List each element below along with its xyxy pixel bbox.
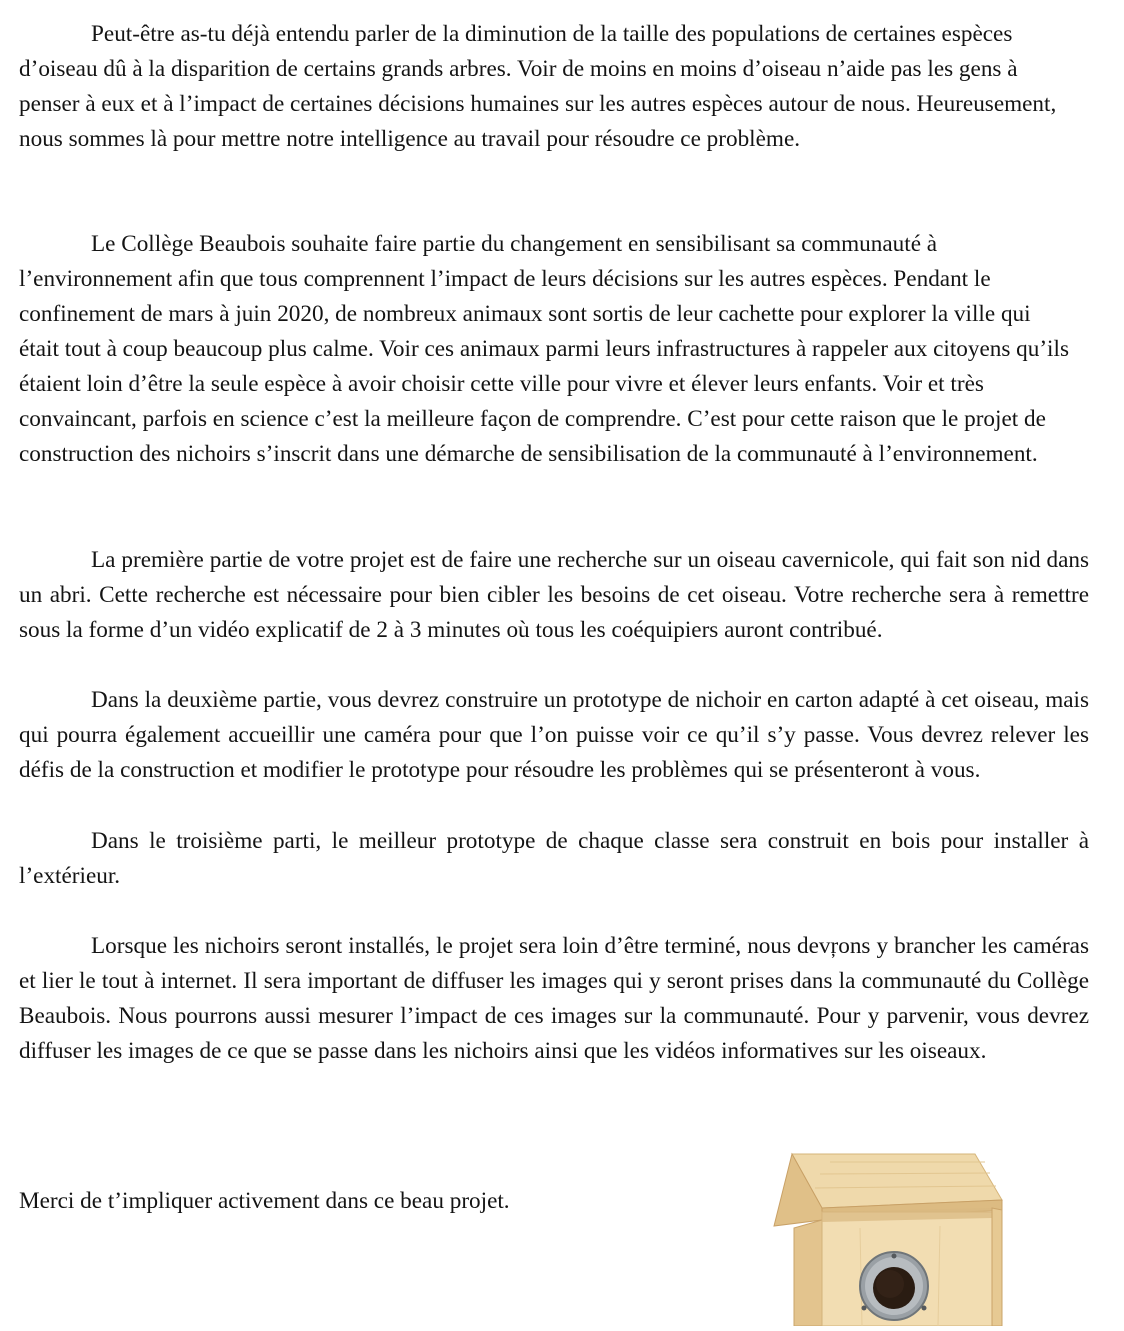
paragraph-college-text: Le Collège Beaubois souhaite faire partie du changement en sensibilisant sa communauté à l’environnement afin que tous comprennent l’impact de leurs décisions sur les autres espèces. Pendant le confinement de mars à juin 2020, de nombreux animaux sont sortis de leur cachette pour explorer la ville qui était tout à coup beaucoup plus calme. Voir ces animaux parmi leurs infrastructures à rappeler aux citoyens qu’ils étaient loin d’être la seule espèce à avoir choisir cette ville pour vivre et élever leurs enfants. Voir et très convaincant, parfois en science c’est la meilleure façon de comprendre. C’est pour cette raison que le projet de construction des nichoirs s’inscrit dans une démarche de sensibilisation de la communauté à l’environnement. — [19, 231, 1069, 467]
paragraph-part-three-text: Dans le troisième parti, le meilleur prototype de chaque classe sera construit en bois pour installer à l’extérieur. — [19, 828, 1089, 889]
paragraph-college — [19, 227, 1071, 472]
birdhouse-icon — [770, 1148, 1010, 1326]
paragraph-installation-text: Lorsque les nichoirs seront installés, le projet sera loin d’être terminé, nous devŗons y brancher les caméras et lier le tout à internet. Il sera important de diffuser les images qui y seront prises dans la communauté du Collège Beaubois. Nous pourrons aussi mesurer l’impact de ces images sur la communauté. Pour y parvenir, vous devrez diffuser les images de ce que se passe dans les nichoirs ainsi que les vidéos informatives sur les oiseaux. — [19, 933, 1089, 1064]
paragraph-part-one-text: La première partie de votre projet est de faire une recherche sur un oiseau cavernicole, qui fait son nid dans un abri. Cette recherche est nécessaire pour bien cibler les besoins de cet oiseau. Votre recherche sera à remettre sous la forme d’un vidéo explicatif de 2 à 3 minutes où tous les coéquipiers auront contribué. — [19, 547, 1089, 643]
paragraph-part-three — [19, 824, 1089, 894]
paragraph-installation — [19, 929, 1089, 1069]
closing-line: Merci de t’impliquer activement dans ce beau projet. — [19, 1188, 510, 1214]
paragraph-part-two — [19, 683, 1089, 788]
paragraph-intro — [19, 17, 1071, 157]
paragraph-part-one — [19, 543, 1089, 648]
paragraph-part-two-text: Dans la deuxième partie, vous devrez construire un prototype de nichoir en carton adapté à cet oiseau, mais qui pourra également accueillir une caméra pour que l’on puisse voir ce qu’il s’y passe. Vous devrez relever les défis de la construction et modifier le prototype pour résoudre les problèmes qui se présenteront à vous. — [19, 687, 1089, 783]
paragraph-intro-text: Peut-être as-tu déjà entendu parler de la diminution de la taille des populations de certaines espèces d’oiseau dû à la disparition de certains grands arbres. Voir de moins en moins d’oiseau n’aide pas les gens à penser à eux et à l’impact de certaines décisions humaines sur les autres espèces autour de nous. Heureusement, nous sommes là pour mettre notre intelligence au travail pour résoudre ce problème. — [19, 21, 1057, 152]
